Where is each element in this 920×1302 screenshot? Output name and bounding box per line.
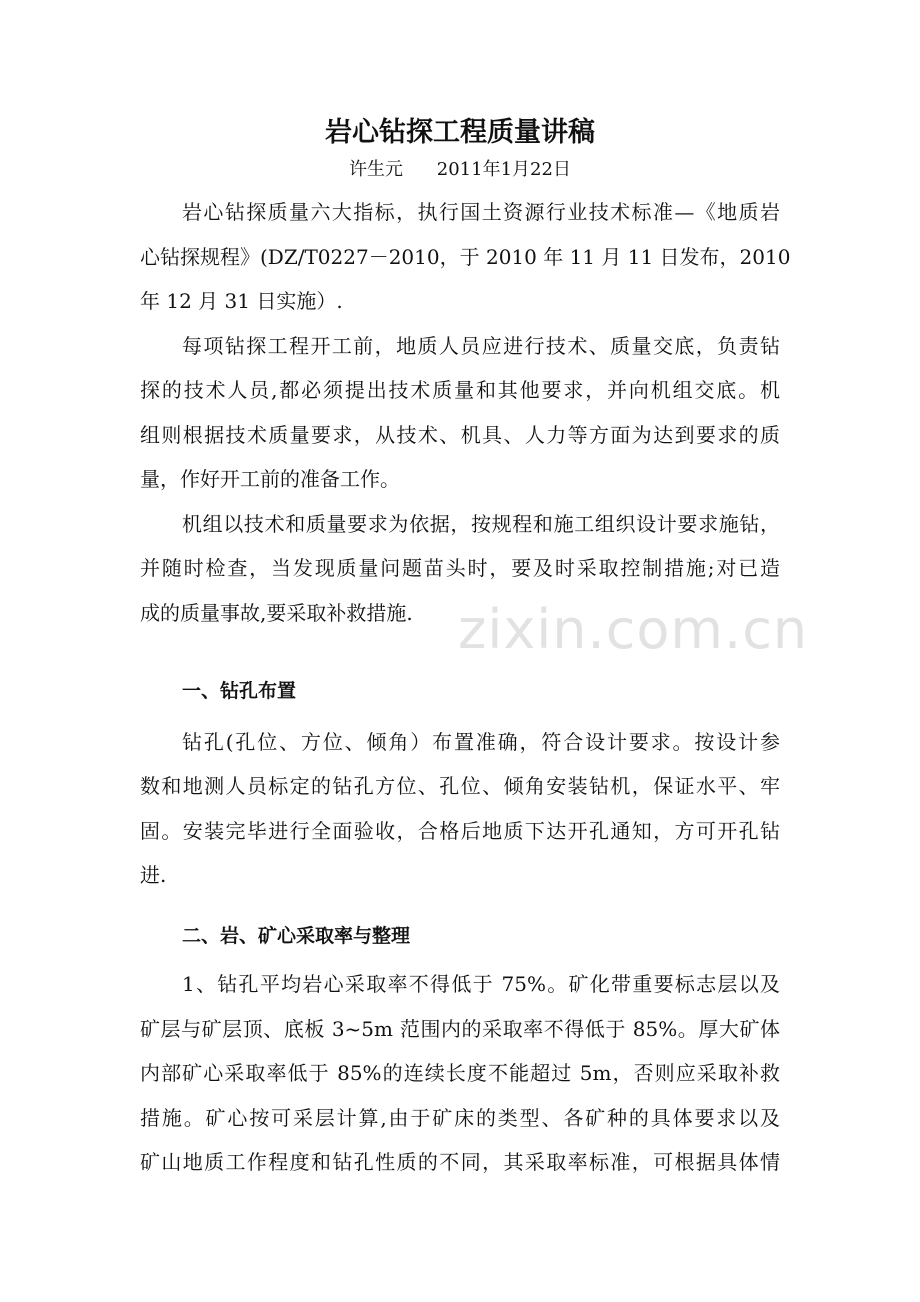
paragraph-line: 措施。矿心按可采层计算,由于矿床的类型、各矿种的具体要求以及 — [140, 1105, 780, 1130]
paragraph-line: 数和地测人员标定的钻孔方位、孔位、倾角安装钻机，保证水平、牢 — [140, 774, 780, 798]
paragraph-line: 成的质量事故,要采取补救措施. — [140, 600, 413, 625]
paragraph-line: 固。安装完毕进行全面验收，合格后地质下达开孔通知，方可开孔钻 — [140, 818, 780, 843]
paragraph-line: 内部矿心采取率低于 85%的连续长度不能超过 5m，否则应采取补救 — [140, 1061, 780, 1085]
paragraph-line: 矿山地质工作程度和钻孔性质的不同，其采取率标准，可根据具体情 — [140, 1150, 780, 1174]
paragraph-line: 量，作好开工前的准备工作。 — [140, 467, 400, 491]
paragraph-line: 钻孔(孔位、方位、倾角）布置准确，符合设计要求。按设计参 — [182, 729, 780, 754]
paragraph-line: 探的技术人员,都必须提出技术质量和其他要求，并向机组交底。机 — [140, 378, 780, 402]
paragraph — [140, 324, 780, 502]
paragraph-line: 心钻探规程》(DZ/T0227－2010，于 2010 年 11 月 11 日发布，2010 — [140, 244, 791, 269]
paragraph-line: 1、钻孔平均岩心采取率不得低于 75%。矿化带重要标志层以及 — [182, 972, 780, 996]
byline — [140, 157, 780, 183]
date: 2011年1月22日 — [436, 159, 571, 180]
document-title: 岩心钻探工程质量讲稿 — [325, 117, 595, 148]
paragraph-line: 岩心钻探质量六大指标，执行国土资源行业技术标准—《地质岩 — [182, 200, 780, 224]
paragraph — [140, 190, 791, 324]
paragraph-line: 进. — [140, 863, 167, 887]
paragraph-line: 机组以技术和质量要求为依据，按规程和施工组织设计要求施钻， — [182, 511, 780, 536]
paragraph-line: 每项钻探工程开工前，地质人员应进行技术、质量交底，负责钻 — [182, 333, 780, 358]
paragraph — [140, 720, 780, 898]
section-heading: 二、岩、矿心采取率与整理 — [182, 924, 411, 947]
document-body — [140, 190, 791, 1185]
paragraph — [140, 962, 780, 1185]
paragraph-line: 并随时检查，当发现质量问题苗头时，要及时采取控制措施;对已造 — [140, 556, 780, 580]
author: 许生元 — [349, 159, 404, 180]
paragraph-line: 组则根据技术质量要求，从技术、机具、人力等方面为达到要求的质 — [140, 422, 780, 447]
watermark: zixin.com.cn — [458, 598, 809, 661]
section-heading: 一、钻孔布置 — [182, 680, 297, 702]
paragraph-line: 矿层与矿层顶、底板 3~5m 范围内的采取率不得低于 85%。厚大矿体 — [140, 1016, 780, 1041]
paragraph-line: 年 12 月 31 日实施）. — [140, 289, 343, 313]
